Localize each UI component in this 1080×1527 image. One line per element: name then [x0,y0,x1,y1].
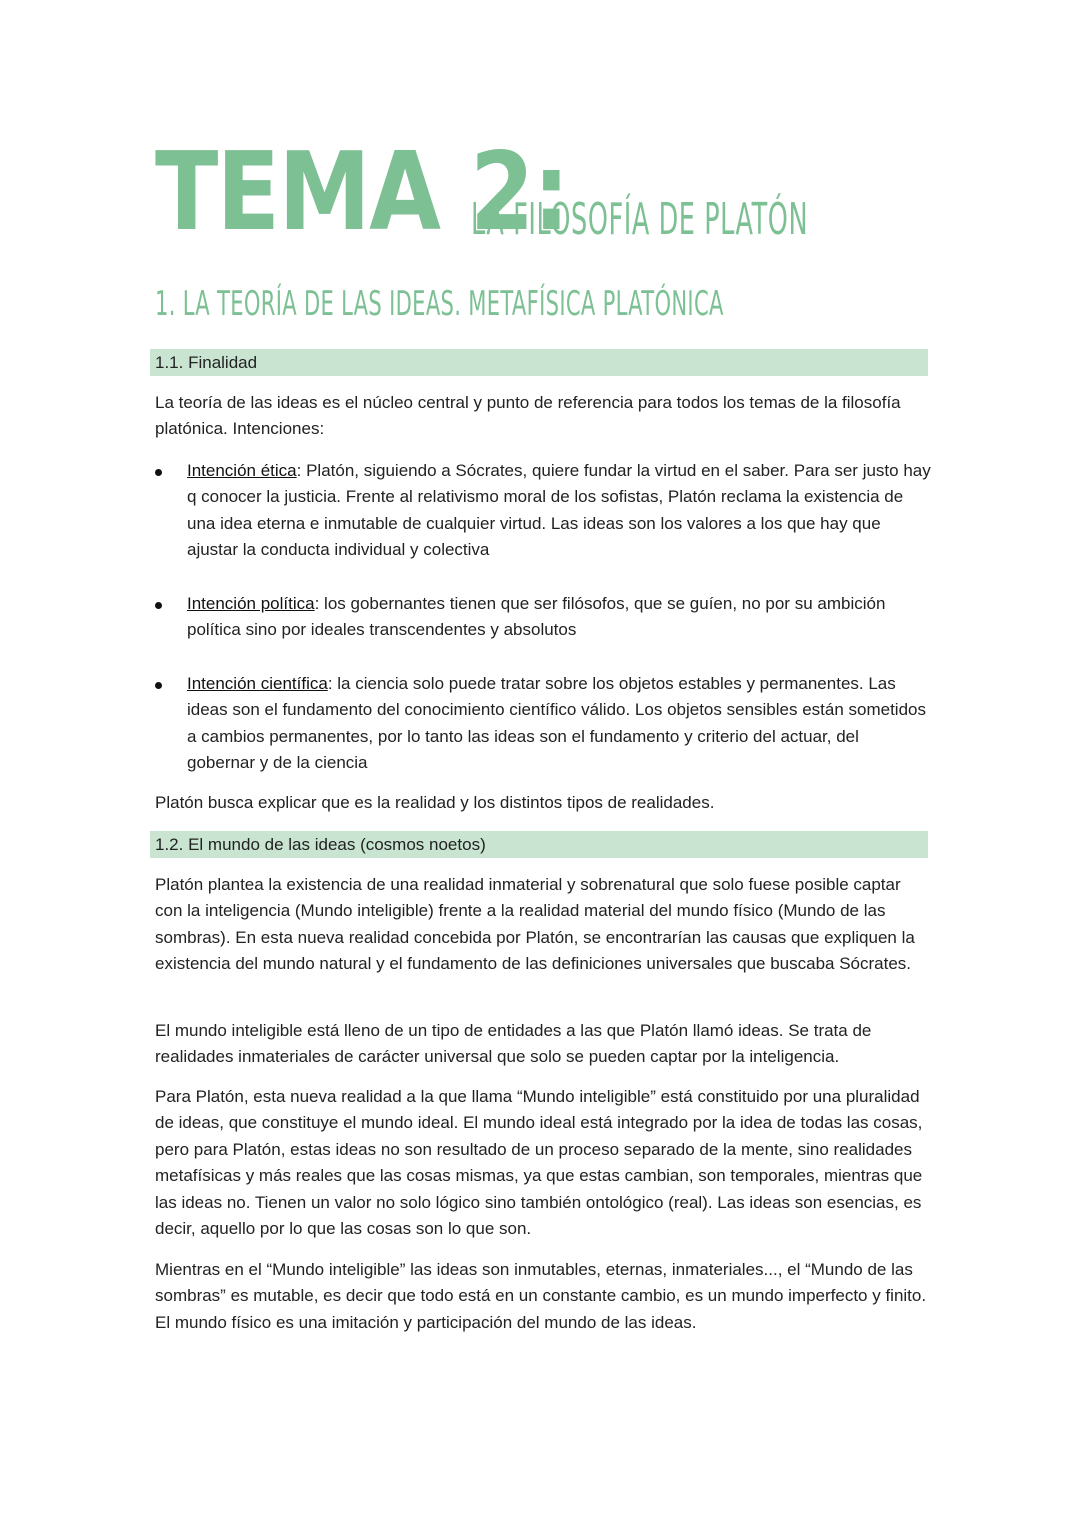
closing-paragraph: Platón busca explicar que es la realidad y los distintos tipos de realidades. [155,793,715,812]
list-item-term: Intención política [187,594,315,613]
subsection-heading-finalidad [150,349,928,376]
subsection-heading-mundo-ideas [150,831,928,858]
list-item-term: Intención ética [187,461,297,480]
section-title: 1. LA TEORÍA DE LAS IDEAS. METAFÍSICA PLATÓNICA [155,284,724,324]
page-title: TEMA 2: [155,130,569,255]
page-subtitle: LA FILOSOFÍA DE PLATÓN [471,194,809,245]
bullet-icon [155,682,162,689]
body-paragraph: Mientras en el “Mundo inteligible” las ideas son inmutables, eternas, inmateriales..., el “Mundo de las sombras” es mutable, es decir que todo está en un constante cambio, es un mundo imperfecto y finito. El mundo físico es una imitación y participación del mundo de las ideas. [155,1260,927,1332]
subsection-heading-label: 1.1. Finalidad [155,353,258,372]
list-item-term: Intención científica [187,674,328,693]
list-item-text [187,591,931,644]
list-item-text [187,458,931,564]
body-paragraph: El mundo inteligible está lleno de un tipo de entidades a las que Platón llamó ideas. Se trata de realidades inmateriales de carácter universal que solo se pueden captar por la inteligencia. [155,1021,872,1067]
intro-paragraph: La teoría de las ideas es el núcleo central y punto de referencia para todos los temas de la filosofía platónica. Intenciones: [155,393,901,439]
body-paragraph: Platón plantea la existencia de una realidad inmaterial y sobrenatural que solo fuese posible captar con la inteligencia (Mundo inteligible) frente a la realidad material del mundo físico (Mundo de las sombras). En esta nueva realidad concebida por Platón, se encontrarían las causas que expliquen la existencia del mundo natural y el fundamento de las definiciones universales que buscaba Sócrates. [155,875,915,974]
list-item-text [187,671,931,777]
list-item-body: : la ciencia solo puede tratar sobre los objetos estables y permanentes. Las ideas son el fundamento del conocimiento científico válido. Los objetos sensibles están sometidos a cambios permanentes, por lo tanto las ideas son el fundamento y criterio del actuar, del gobernar y de la ciencia [187,674,926,773]
list-item-body: : los gobernantes tienen que ser filósofos, que se guíen, no por su ambición política sino por ideales transcendentes y absolutos [187,594,886,640]
body-paragraph: Para Platón, esta nueva realidad a la que llama “Mundo inteligible” está constituido por una pluralidad de ideas, que constituye el mundo ideal. El mundo ideal está integrado por la idea de todas las cosas, pero para Platón, estas ideas no son resultado de un proceso separado de la mente, sino realidades metafísicas y más reales que las cosas mismas, ya que estas cambian, son temporales, mientras que las ideas no. Tienen un valor no solo lógico sino también ontológico (real). Las ideas son esencias, es decir, aquello por lo que las cosas son lo que son. [155,1087,923,1239]
bullet-icon [155,469,162,476]
list-item-body: : Platón, siguiendo a Sócrates, quiere fundar la virtud en el saber. Para ser justo hay q conocer la justicia. Frente al relativismo moral de los sofistas, Platón reclama la existencia de una idea eterna e inmutable de cualquier virtud. Las ideas son los valores a los que hay que ajustar la conducta individual y colectiva [187,461,931,560]
bullet-icon [155,602,162,609]
subsection-heading-label: 1.2. El mundo de las ideas (cosmos noetos) [155,835,486,854]
